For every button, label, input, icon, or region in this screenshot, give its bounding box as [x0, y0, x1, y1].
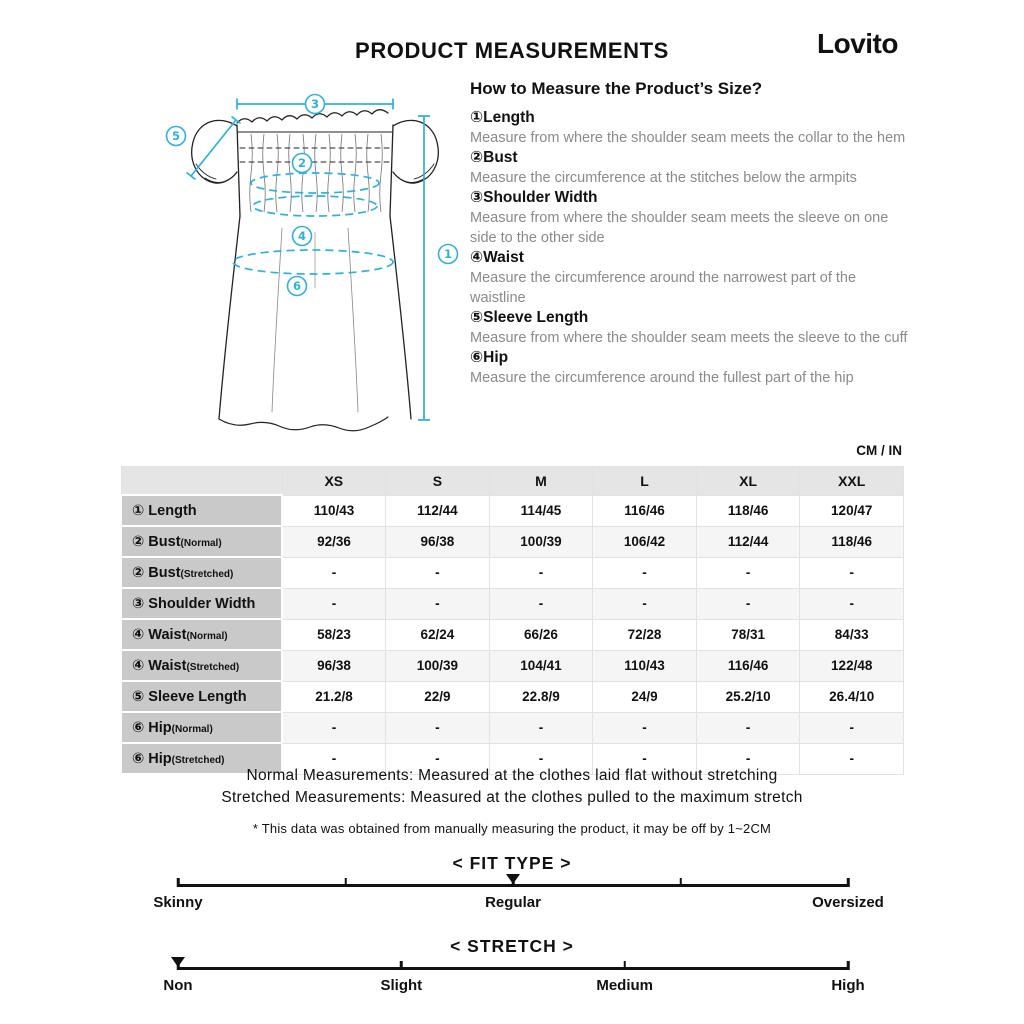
measurement-cell: 110/43 — [282, 495, 386, 526]
howto-item-desc: Measure the circumference around the narrowest part of the waistline — [470, 270, 857, 306]
measurement-cell: 118/46 — [800, 526, 904, 557]
fit-scale-tick-0 — [177, 878, 180, 887]
callout-shoulder-width — [306, 95, 325, 114]
svg-text:5: 5 — [171, 129, 181, 143]
measurement-cell: 66/26 — [489, 619, 593, 650]
row-label-subscript: (Stretched) — [180, 568, 234, 580]
stretch-scale-label-slight: Slight — [380, 977, 423, 994]
row-label-text: ④ Waist — [132, 657, 187, 674]
column-header-l: L — [593, 467, 697, 496]
measurement-cell: - — [282, 712, 386, 743]
measurement-cell: 96/38 — [386, 526, 490, 557]
svg-text:6: 6 — [292, 279, 302, 293]
howto-item-label: ④Waist — [470, 249, 524, 266]
stretch-scale-tick-2 — [623, 961, 626, 970]
measurement-cell: 92/36 — [282, 526, 386, 557]
row-label-text: ⑥ Hip — [132, 750, 172, 767]
row-label-text: ⑥ Hip — [132, 719, 172, 736]
measurement-cell: - — [386, 743, 490, 774]
measurement-cell: - — [593, 743, 697, 774]
measurement-cell: - — [386, 712, 490, 743]
measurement-cell: 96/38 — [282, 650, 386, 681]
measurement-cell: - — [696, 557, 800, 588]
measurement-cell: - — [696, 743, 800, 774]
howto-item-desc: Measure from where the shoulder seam meets the sleeve to the cuff — [470, 330, 908, 346]
size-table — [120, 466, 904, 775]
waist-measure-ellipse — [253, 196, 377, 216]
howto-item-shoulder-width — [470, 188, 912, 248]
measurement-cell: - — [800, 588, 904, 619]
table-row-hip-normal- — [121, 712, 904, 743]
page-title: PRODUCT MEASUREMENTS — [355, 38, 669, 63]
column-header-xs: XS — [282, 467, 386, 496]
svg-text:3: 3 — [310, 97, 320, 111]
unit-label: CM / IN — [856, 443, 902, 458]
table-row-bust-normal- — [121, 526, 904, 557]
row-label — [121, 681, 282, 712]
row-label-text: ② Bust — [132, 533, 181, 550]
stretch-scale-tick-1 — [400, 961, 403, 970]
measurement-cell: - — [282, 557, 386, 588]
row-label-subscript: (Normal) — [171, 723, 213, 735]
row-label-subscript: (Normal) — [180, 537, 222, 549]
measurement-cell: - — [593, 712, 697, 743]
fit-scale-tick-4 — [847, 878, 850, 887]
measurement-cell: 84/33 — [800, 619, 904, 650]
brand-logo: Lovito — [817, 28, 898, 59]
measurement-cell: 100/39 — [386, 650, 490, 681]
measurement-cell: - — [489, 712, 593, 743]
measurement-cell: - — [386, 557, 490, 588]
fit-scale-marker-icon — [506, 874, 520, 884]
measurement-cell: - — [282, 743, 386, 774]
stretch-title: < STRETCH > — [450, 936, 574, 956]
measurement-cell: - — [696, 712, 800, 743]
measurement-cell: 110/43 — [593, 650, 697, 681]
measurement-cell: 22.8/9 — [489, 681, 593, 712]
howto-item-label: ③Shoulder Width — [470, 189, 598, 206]
row-label-text: ③ Shoulder Width — [132, 595, 256, 612]
table-row-waist-normal- — [121, 619, 904, 650]
measurement-cell: 112/44 — [386, 495, 490, 526]
measurement-cell: 72/28 — [593, 619, 697, 650]
fit-scale-tick-1 — [344, 878, 347, 887]
fit-type-title: < FIT TYPE > — [452, 853, 572, 873]
stretch-scale-label-medium: Medium — [596, 977, 653, 994]
table-row-sleeve-length — [121, 681, 904, 712]
skirt-left-edge — [219, 216, 240, 419]
howto-item-length — [470, 108, 912, 148]
measurement-cell: 116/46 — [593, 495, 697, 526]
measurement-cell: - — [593, 557, 697, 588]
stretch-scale-label-high: High — [831, 977, 865, 994]
howto-item-waist — [470, 248, 912, 308]
measurement-cell: - — [696, 588, 800, 619]
column-header-xxl: XXL — [800, 467, 904, 496]
measurement-cell: - — [800, 557, 904, 588]
measurement-cell: - — [282, 588, 386, 619]
row-label — [121, 557, 282, 588]
measurement-cell: - — [386, 588, 490, 619]
table-row-bust-stretched- — [121, 557, 904, 588]
column-header-m: M — [489, 467, 593, 496]
fit-scale-label-regular: Regular — [485, 894, 541, 911]
measurement-cell: - — [489, 557, 593, 588]
stretch-scale — [163, 961, 865, 1003]
callout-waist — [293, 227, 312, 246]
row-label — [121, 619, 282, 650]
howto-item-label: ①Length — [470, 109, 535, 126]
measurement-cell: 62/24 — [386, 619, 490, 650]
measurement-cell: 104/41 — [489, 650, 593, 681]
dress-measurement-illustration — [160, 86, 470, 446]
howto-item-sleeve-length — [470, 308, 912, 348]
measurement-cell: 22/9 — [386, 681, 490, 712]
howto-item-desc: Measure the circumference around the fullest part of the hip — [470, 370, 854, 386]
callout-sleeve-length — [167, 127, 186, 146]
table-row-waist-stretched- — [121, 650, 904, 681]
left-sleeve-ruffle — [196, 164, 223, 183]
table-row-shoulder-width — [121, 588, 904, 619]
size-table-body — [121, 495, 904, 774]
measurement-cell: 58/23 — [282, 619, 386, 650]
size-table-head-row — [121, 467, 904, 496]
row-label-subscript: (Stretched) — [171, 754, 225, 766]
drape-line-left — [272, 228, 282, 412]
stretch-scale-marker-icon — [171, 957, 185, 967]
row-label-subscript: (Stretched) — [186, 661, 240, 673]
howto-item-label: ⑥Hip — [470, 349, 509, 366]
measurement-cell: 106/42 — [593, 526, 697, 557]
fit-scale-label-oversized: Oversized — [812, 894, 884, 911]
row-label-text: ⑤ Sleeve Length — [132, 688, 247, 705]
how-to-measure-title: How to Measure the Product’s Size? — [470, 79, 763, 98]
measurement-cell: 24/9 — [593, 681, 697, 712]
measurement-cell: - — [489, 743, 593, 774]
row-label-text: ① Length — [132, 502, 197, 519]
measurement-cell: 118/46 — [696, 495, 800, 526]
left-sleeve — [192, 120, 237, 183]
howto-list — [470, 108, 912, 388]
sleeve-length-measure-line — [191, 120, 236, 176]
table-corner-cell — [121, 467, 282, 496]
howto-item-label: ⑤Sleeve Length — [470, 309, 589, 326]
measurement-cell: 21.2/8 — [282, 681, 386, 712]
skirt-right-edge — [390, 216, 411, 419]
note-disclaimer: * This data was obtained from manually measuring the product, it may be off by 1~2CM — [252, 821, 772, 836]
measurement-cell: 122/48 — [800, 650, 904, 681]
column-header-xl: XL — [696, 467, 800, 496]
row-label — [121, 712, 282, 743]
fit-scale — [153, 878, 884, 920]
stretch-scale-label-non: Non — [163, 977, 193, 994]
howto-item-bust — [470, 148, 912, 188]
bodice-right-edge — [390, 125, 393, 216]
callout-length — [439, 245, 458, 264]
svg-text:2: 2 — [297, 156, 307, 170]
row-label-text: ④ Waist — [132, 626, 187, 643]
measurement-cell: - — [489, 588, 593, 619]
row-label-subscript: (Normal) — [186, 630, 228, 642]
note-stretched: Stretched Measurements: Measured at the clothes pulled to the maximum stretch — [221, 789, 803, 806]
measurement-cell: 100/39 — [489, 526, 593, 557]
callout-hip — [288, 277, 307, 296]
howto-item-desc: Measure the circumference at the stitches below the armpits — [470, 170, 857, 186]
measurement-cell: - — [800, 743, 904, 774]
measurement-cell: - — [593, 588, 697, 619]
hem-wave — [219, 417, 388, 431]
measurement-cell: 26.4/10 — [800, 681, 904, 712]
dress-diagram — [160, 86, 470, 446]
how-to-measure-section — [470, 78, 912, 388]
measurement-cell: 120/47 — [800, 495, 904, 526]
howto-item-label: ②Bust — [470, 149, 518, 166]
note-normal: Normal Measurements: Measured at the clothes laid flat without stretching — [246, 767, 778, 784]
measurement-cell: 116/46 — [696, 650, 800, 681]
drape-line-right — [348, 228, 358, 412]
table-row-length — [121, 495, 904, 526]
bodice-left-edge — [237, 125, 240, 216]
howto-item-hip — [470, 348, 912, 388]
right-sleeve-ruffle — [407, 164, 434, 183]
bust-measure-ellipse — [251, 173, 379, 193]
column-header-s: S — [386, 467, 490, 496]
fit-scale-label-skinny: Skinny — [153, 894, 203, 911]
howto-item-desc: Measure from where the shoulder seam meets the collar to the hem — [470, 130, 906, 146]
row-label — [121, 588, 282, 619]
fit-scale-tick-3 — [679, 878, 682, 887]
stretch-scale-tick-3 — [847, 961, 850, 970]
callout-bust — [293, 154, 312, 173]
stretch-scale-line — [178, 967, 848, 970]
svg-text:4: 4 — [297, 229, 307, 243]
measurement-cell: 112/44 — [696, 526, 800, 557]
measurement-cell: 114/45 — [489, 495, 593, 526]
measurement-cell: 78/31 — [696, 619, 800, 650]
row-label-text: ② Bust — [132, 564, 181, 581]
measurement-cell: 25.2/10 — [696, 681, 800, 712]
row-label — [121, 650, 282, 681]
row-label — [121, 526, 282, 557]
hip-measure-ellipse — [233, 250, 393, 274]
svg-text:1: 1 — [443, 247, 453, 261]
row-label — [121, 495, 282, 526]
right-sleeve — [393, 120, 438, 183]
howto-item-desc: Measure from where the shoulder seam meets the sleeve on one side to the other side — [470, 210, 889, 246]
measurement-cell: - — [800, 712, 904, 743]
